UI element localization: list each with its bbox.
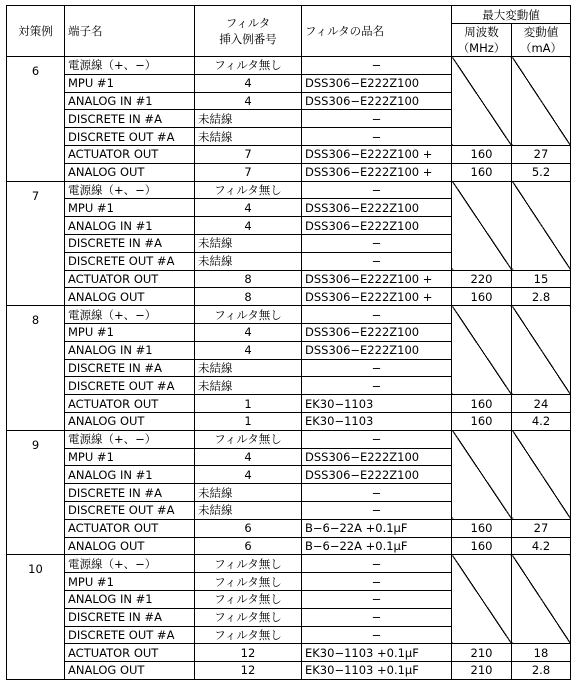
terminal-name: ANALOG IN #1 xyxy=(65,466,195,484)
filter-example-number: 8 xyxy=(195,288,302,306)
filter-example-number: 7 xyxy=(195,145,302,163)
frequency-na-cell xyxy=(452,306,512,395)
table-row xyxy=(7,395,571,413)
max-change-value: 18 xyxy=(512,644,571,662)
max-frequency-value: 160 xyxy=(452,163,512,181)
frequency-na-cell xyxy=(452,57,512,146)
max-change-value: 27 xyxy=(512,519,571,537)
table-row xyxy=(7,412,571,430)
filter-part-name: − xyxy=(302,590,452,608)
header-filter-example-line1: フィルタ xyxy=(225,16,271,30)
header-case: 対策例 xyxy=(7,6,65,57)
filter-part-name: DSS306−E222Z100 xyxy=(302,448,452,466)
filter-part-name: − xyxy=(302,359,452,377)
terminal-name: ANALOG OUT xyxy=(65,662,195,680)
terminal-name: DISCRETE IN #A xyxy=(65,484,195,502)
filter-part-name: − xyxy=(302,181,452,199)
header-change-line2: （mA） xyxy=(519,41,563,55)
terminal-name: MPU #1 xyxy=(65,573,195,591)
max-change-value: 5.2 xyxy=(512,163,571,181)
change-na-cell xyxy=(512,430,571,519)
max-frequency-value: 160 xyxy=(452,537,512,555)
max-frequency-value: 160 xyxy=(452,288,512,306)
filter-part-name: − xyxy=(302,234,452,252)
filter-example-number: 未結線 xyxy=(195,234,302,252)
terminal-name: 電源線（+、−） xyxy=(65,555,195,573)
filter-part-name: DSS306−E222Z100 + xyxy=(302,163,452,181)
filter-example-number: 1 xyxy=(195,412,302,430)
filter-example-number: 未結線 xyxy=(195,484,302,502)
max-change-value: 4.2 xyxy=(512,537,571,555)
terminal-name: DISCRETE OUT #A xyxy=(65,377,195,395)
terminal-name: ACTUATOR OUT xyxy=(65,644,195,662)
terminal-name: ACTUATOR OUT xyxy=(65,395,195,413)
terminal-name: DISCRETE OUT #A xyxy=(65,626,195,644)
filter-example-number: フィルタ無し xyxy=(195,573,302,591)
case-number: 9 xyxy=(7,430,65,555)
filter-part-name: − xyxy=(302,252,452,270)
header-filter-example-line2: 挿入例番号 xyxy=(219,32,277,46)
filter-part-name: DSS306−E222Z100 xyxy=(302,466,452,484)
table-row xyxy=(7,145,571,163)
max-change-value: 2.8 xyxy=(512,662,571,680)
filter-part-name: − xyxy=(302,573,452,591)
max-change-value: 2.8 xyxy=(512,288,571,306)
header-terminal: 端子名 xyxy=(65,6,195,57)
filter-part-name: − xyxy=(302,626,452,644)
filter-example-number: 4 xyxy=(195,448,302,466)
table-row xyxy=(7,430,571,448)
filter-part-name: − xyxy=(302,377,452,395)
filter-example-number: フィルタ無し xyxy=(195,590,302,608)
terminal-name: 電源線（+、−） xyxy=(65,181,195,199)
header-change xyxy=(512,24,571,57)
max-frequency-value: 220 xyxy=(452,270,512,288)
terminal-name: ANALOG IN #1 xyxy=(65,341,195,359)
filter-example-number: 12 xyxy=(195,662,302,680)
terminal-name: MPU #1 xyxy=(65,448,195,466)
filter-example-number: 4 xyxy=(195,74,302,92)
terminal-name: DISCRETE OUT #A xyxy=(65,252,195,270)
filter-part-name: − xyxy=(302,501,452,519)
filter-part-name: B−6−22A +0.1μF xyxy=(302,519,452,537)
table-row xyxy=(7,163,571,181)
table-row xyxy=(7,662,571,680)
filter-example-number: 未結線 xyxy=(195,252,302,270)
terminal-name: MPU #1 xyxy=(65,74,195,92)
filter-example-number: 4 xyxy=(195,341,302,359)
max-frequency-value: 160 xyxy=(452,395,512,413)
filter-part-name: − xyxy=(302,484,452,502)
filter-part-name: DSS306−E222Z100 xyxy=(302,199,452,217)
filter-example-number: 6 xyxy=(195,519,302,537)
header-frequency xyxy=(452,24,512,57)
filter-part-name: DSS306−E222Z100 + xyxy=(302,288,452,306)
filter-part-name: DSS306−E222Z100 xyxy=(302,323,452,341)
max-change-value: 27 xyxy=(512,145,571,163)
terminal-name: ANALOG OUT xyxy=(65,412,195,430)
filter-example-number: フィルタ無し xyxy=(195,181,302,199)
change-na-cell xyxy=(512,555,571,644)
filter-example-number: フィルタ無し xyxy=(195,608,302,626)
max-frequency-value: 160 xyxy=(452,145,512,163)
terminal-name: 電源線（+、−） xyxy=(65,430,195,448)
filter-example-number: 4 xyxy=(195,217,302,235)
terminal-name: DISCRETE IN #A xyxy=(65,234,195,252)
filter-example-number: 4 xyxy=(195,466,302,484)
filter-example-number: フィルタ無し xyxy=(195,430,302,448)
filter-part-name: − xyxy=(302,430,452,448)
table-row xyxy=(7,270,571,288)
header-frequency-line1: 周波数 xyxy=(464,25,499,39)
filter-example-number: 1 xyxy=(195,395,302,413)
change-na-cell xyxy=(512,57,571,146)
terminal-name: DISCRETE IN #A xyxy=(65,110,195,128)
change-na-cell xyxy=(512,181,571,270)
filter-part-name: − xyxy=(302,555,452,573)
max-frequency-value: 210 xyxy=(452,644,512,662)
terminal-name: 電源線（+、−） xyxy=(65,57,195,75)
max-frequency-value: 210 xyxy=(452,662,512,680)
filter-example-number: 12 xyxy=(195,644,302,662)
max-change-value: 15 xyxy=(512,270,571,288)
filter-part-name: DSS306−E222Z100 xyxy=(302,341,452,359)
terminal-name: MPU #1 xyxy=(65,323,195,341)
header-max-change: 最大変動値 xyxy=(452,6,571,24)
filter-example-number: 4 xyxy=(195,199,302,217)
frequency-na-cell xyxy=(452,430,512,519)
filter-part-name: EK30−1103 xyxy=(302,395,452,413)
header-filter-part: フィルタの品名 xyxy=(302,6,452,57)
filter-part-name: − xyxy=(302,608,452,626)
filter-part-name: EK30−1103 +0.1μF xyxy=(302,662,452,680)
filter-example-number: フィルタ無し xyxy=(195,57,302,75)
filter-example-number: 未結線 xyxy=(195,359,302,377)
max-change-value: 4.2 xyxy=(512,412,571,430)
terminal-name: MPU #1 xyxy=(65,199,195,217)
filter-example-number: 未結線 xyxy=(195,501,302,519)
terminal-name: DISCRETE OUT #A xyxy=(65,128,195,146)
table-row xyxy=(7,644,571,662)
filter-part-name: − xyxy=(302,306,452,324)
filter-example-number: 未結線 xyxy=(195,128,302,146)
terminal-name: 電源線（+、−） xyxy=(65,306,195,324)
case-number: 7 xyxy=(7,181,65,306)
terminal-name: ANALOG OUT xyxy=(65,537,195,555)
filter-part-name: DSS306−E222Z100 xyxy=(302,217,452,235)
filter-part-name: DSS306−E222Z100 xyxy=(302,74,452,92)
table-row xyxy=(7,57,571,75)
terminal-name: DISCRETE IN #A xyxy=(65,608,195,626)
case-number: 10 xyxy=(7,555,65,680)
filter-example-number: 未結線 xyxy=(195,110,302,128)
filter-example-number: フィルタ無し xyxy=(195,555,302,573)
table-row xyxy=(7,555,571,573)
filter-part-name: DSS306−E222Z100 + xyxy=(302,270,452,288)
terminal-name: DISCRETE OUT #A xyxy=(65,501,195,519)
filter-example-number: 7 xyxy=(195,163,302,181)
filter-part-name: DSS306−E222Z100 xyxy=(302,92,452,110)
terminal-name: ANALOG OUT xyxy=(65,288,195,306)
filter-example-number: 4 xyxy=(195,323,302,341)
max-frequency-value: 160 xyxy=(452,412,512,430)
frequency-na-cell xyxy=(452,555,512,644)
filter-example-number: 4 xyxy=(195,92,302,110)
filter-example-number: 未結線 xyxy=(195,377,302,395)
case-number: 8 xyxy=(7,306,65,431)
max-frequency-value: 160 xyxy=(452,519,512,537)
terminal-name: ANALOG IN #1 xyxy=(65,217,195,235)
header-frequency-line2: （MHz） xyxy=(457,41,506,55)
terminal-name: ANALOG IN #1 xyxy=(65,590,195,608)
filter-part-name: DSS306−E222Z100 + xyxy=(302,145,452,163)
terminal-name: ACTUATOR OUT xyxy=(65,145,195,163)
table-row xyxy=(7,181,571,199)
terminal-name: ANALOG OUT xyxy=(65,163,195,181)
filter-example-number: 8 xyxy=(195,270,302,288)
filter-part-name: − xyxy=(302,110,452,128)
table-row xyxy=(7,306,571,324)
filter-countermeasure-table xyxy=(6,5,571,680)
terminal-name: ACTUATOR OUT xyxy=(65,519,195,537)
frequency-na-cell xyxy=(452,181,512,270)
header-filter-example xyxy=(195,6,302,57)
filter-part-name: EK30−1103 +0.1μF xyxy=(302,644,452,662)
terminal-name: ANALOG IN #1 xyxy=(65,92,195,110)
filter-example-number: 6 xyxy=(195,537,302,555)
case-number: 6 xyxy=(7,57,65,182)
filter-part-name: − xyxy=(302,57,452,75)
filter-example-number: フィルタ無し xyxy=(195,626,302,644)
table-row xyxy=(7,519,571,537)
filter-part-name: B−6−22A +0.1μF xyxy=(302,537,452,555)
table-row xyxy=(7,537,571,555)
table-body xyxy=(7,57,571,680)
max-change-value: 24 xyxy=(512,395,571,413)
filter-part-name: EK30−1103 xyxy=(302,412,452,430)
filter-example-number: フィルタ無し xyxy=(195,306,302,324)
terminal-name: ACTUATOR OUT xyxy=(65,270,195,288)
change-na-cell xyxy=(512,306,571,395)
terminal-name: DISCRETE IN #A xyxy=(65,359,195,377)
filter-part-name: − xyxy=(302,128,452,146)
table-row xyxy=(7,288,571,306)
header-change-line1: 変動値 xyxy=(523,25,559,39)
